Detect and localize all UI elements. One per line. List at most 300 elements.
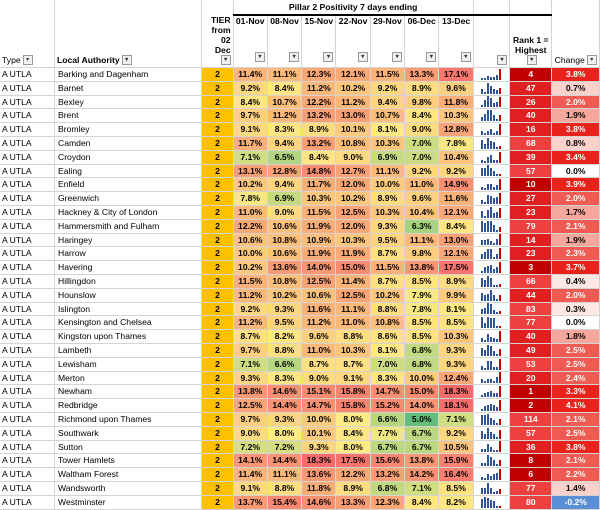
positivity-cell[interactable]: 18.1%: [439, 399, 473, 413]
positivity-cell[interactable]: 10.0%: [302, 412, 336, 426]
positivity-cell[interactable]: 11.1%: [370, 164, 404, 178]
sparkline-cell[interactable]: [473, 481, 509, 495]
positivity-cell[interactable]: 8.4%: [233, 95, 267, 109]
positivity-cell[interactable]: 15.6%: [370, 454, 404, 468]
positivity-cell[interactable]: 10.3%: [370, 205, 404, 219]
positivity-cell[interactable]: 10.2%: [370, 288, 404, 302]
positivity-cell[interactable]: 9.3%: [302, 440, 336, 454]
local-authority-cell[interactable]: Barnet: [54, 81, 201, 95]
positivity-cell[interactable]: 7.8%: [233, 192, 267, 206]
positivity-cell[interactable]: 8.0%: [336, 412, 370, 426]
type-cell[interactable]: A UTLA: [0, 426, 54, 440]
positivity-cell[interactable]: 8.3%: [267, 123, 301, 137]
positivity-cell[interactable]: 12.7%: [336, 164, 370, 178]
positivity-cell[interactable]: 11.1%: [336, 302, 370, 316]
change-header[interactable]: [552, 15, 600, 68]
rank-cell[interactable]: 114: [510, 412, 552, 426]
sparkline-cell[interactable]: [473, 371, 509, 385]
type-cell[interactable]: A UTLA: [0, 123, 54, 137]
positivity-cell[interactable]: 11.9%: [336, 247, 370, 261]
positivity-cell[interactable]: 8.2%: [267, 330, 301, 344]
filter-dropdown-icon[interactable]: ▾: [323, 52, 333, 62]
positivity-cell[interactable]: 11.2%: [233, 288, 267, 302]
sparkline-cell[interactable]: [473, 385, 509, 399]
positivity-cell[interactable]: 9.4%: [267, 136, 301, 150]
positivity-cell[interactable]: 6.6%: [370, 412, 404, 426]
sparkline-cell[interactable]: [473, 136, 509, 150]
rank-cell[interactable]: 57: [510, 164, 552, 178]
positivity-cell[interactable]: 8.4%: [302, 150, 336, 164]
local-authority-cell[interactable]: Redbridge: [54, 399, 201, 413]
sparkline-cell[interactable]: [473, 357, 509, 371]
positivity-cell[interactable]: 8.3%: [267, 371, 301, 385]
rank-cell[interactable]: 16: [510, 123, 552, 137]
positivity-cell[interactable]: 14.6%: [302, 495, 336, 509]
tier-cell[interactable]: 2: [202, 150, 233, 164]
positivity-cell[interactable]: 11.8%: [302, 481, 336, 495]
positivity-cell[interactable]: 15.9%: [439, 454, 473, 468]
positivity-cell[interactable]: 10.8%: [267, 274, 301, 288]
positivity-cell[interactable]: 8.6%: [370, 330, 404, 344]
local-authority-cell[interactable]: Islington: [54, 302, 201, 316]
type-cell[interactable]: A UTLA: [0, 233, 54, 247]
positivity-cell[interactable]: 11.0%: [233, 205, 267, 219]
local-authority-cell[interactable]: Lewisham: [54, 357, 201, 371]
local-authority-cell[interactable]: Harrow: [54, 247, 201, 261]
tier-cell[interactable]: 2: [202, 164, 233, 178]
positivity-cell[interactable]: 11.4%: [336, 274, 370, 288]
positivity-cell[interactable]: 13.8%: [405, 261, 439, 275]
positivity-cell[interactable]: 14.9%: [439, 178, 473, 192]
sparkline-cell[interactable]: [473, 81, 509, 95]
positivity-cell[interactable]: 14.7%: [370, 385, 404, 399]
positivity-cell[interactable]: 12.5%: [336, 205, 370, 219]
positivity-cell[interactable]: 6.7%: [405, 440, 439, 454]
positivity-cell[interactable]: 12.3%: [302, 68, 336, 82]
tier-cell[interactable]: 2: [202, 399, 233, 413]
positivity-cell[interactable]: 10.6%: [267, 247, 301, 261]
positivity-cell[interactable]: 9.3%: [233, 371, 267, 385]
change-cell[interactable]: 0.7%: [552, 81, 600, 95]
positivity-cell[interactable]: 10.1%: [336, 123, 370, 137]
sparkline-cell[interactable]: [473, 440, 509, 454]
positivity-cell[interactable]: 14.4%: [267, 454, 301, 468]
local-authority-header[interactable]: [54, 15, 201, 68]
filter-dropdown-icon[interactable]: ▾: [426, 52, 436, 62]
rank-cell[interactable]: 14: [510, 233, 552, 247]
positivity-cell[interactable]: 8.7%: [370, 274, 404, 288]
positivity-cell[interactable]: 9.7%: [233, 343, 267, 357]
local-authority-cell[interactable]: Greenwich: [54, 192, 201, 206]
positivity-cell[interactable]: 11.1%: [267, 68, 301, 82]
local-authority-cell[interactable]: Hackney & City of London: [54, 205, 201, 219]
type-cell[interactable]: A UTLA: [0, 192, 54, 206]
change-cell[interactable]: 3.8%: [552, 440, 600, 454]
positivity-cell[interactable]: 8.8%: [370, 302, 404, 316]
positivity-cell[interactable]: 11.2%: [302, 81, 336, 95]
local-authority-cell[interactable]: Hounslow: [54, 288, 201, 302]
date-header-04[interactable]: [336, 15, 370, 68]
tier-cell[interactable]: 2: [202, 95, 233, 109]
rank-cell[interactable]: 44: [510, 288, 552, 302]
tier-cell[interactable]: 2: [202, 412, 233, 426]
type-cell[interactable]: A UTLA: [0, 440, 54, 454]
sparkline-cell[interactable]: [473, 330, 509, 344]
positivity-cell[interactable]: 14.1%: [233, 454, 267, 468]
positivity-cell[interactable]: 12.3%: [370, 495, 404, 509]
rank-cell[interactable]: 27: [510, 192, 552, 206]
positivity-cell[interactable]: 11.6%: [302, 302, 336, 316]
positivity-cell[interactable]: 13.3%: [336, 495, 370, 509]
change-cell[interactable]: 0.4%: [552, 274, 600, 288]
positivity-cell[interactable]: 10.4%: [439, 150, 473, 164]
positivity-cell[interactable]: 11.1%: [405, 233, 439, 247]
positivity-cell[interactable]: 10.3%: [439, 109, 473, 123]
rank-cell[interactable]: 20: [510, 371, 552, 385]
positivity-cell[interactable]: 9.6%: [439, 81, 473, 95]
sparkline-cell[interactable]: [473, 247, 509, 261]
sparkline-cell[interactable]: [473, 109, 509, 123]
tier-cell[interactable]: 2: [202, 481, 233, 495]
positivity-cell[interactable]: 9.4%: [267, 178, 301, 192]
positivity-cell[interactable]: 15.8%: [336, 385, 370, 399]
local-authority-cell[interactable]: Hammersmith and Fulham: [54, 219, 201, 233]
positivity-cell[interactable]: 9.3%: [439, 343, 473, 357]
positivity-cell[interactable]: 10.2%: [336, 81, 370, 95]
tier-cell[interactable]: 2: [202, 219, 233, 233]
positivity-cell[interactable]: 8.4%: [439, 219, 473, 233]
sparkline-cell[interactable]: [473, 123, 509, 137]
local-authority-cell[interactable]: Waltham Forest: [54, 468, 201, 482]
filter-dropdown-icon[interactable]: ▾: [392, 52, 402, 62]
positivity-cell[interactable]: 9.0%: [336, 150, 370, 164]
type-cell[interactable]: A UTLA: [0, 468, 54, 482]
change-cell[interactable]: 3.4%: [552, 150, 600, 164]
filter-dropdown-icon[interactable]: ▾: [358, 52, 368, 62]
sparkline-cell[interactable]: [473, 219, 509, 233]
type-cell[interactable]: A UTLA: [0, 316, 54, 330]
local-authority-cell[interactable]: Ealing: [54, 164, 201, 178]
change-cell[interactable]: 2.0%: [552, 288, 600, 302]
tier-cell[interactable]: 2: [202, 81, 233, 95]
type-cell[interactable]: A UTLA: [0, 385, 54, 399]
type-cell[interactable]: A UTLA: [0, 357, 54, 371]
sparkline-cell[interactable]: [473, 150, 509, 164]
local-authority-cell[interactable]: Newham: [54, 385, 201, 399]
positivity-cell[interactable]: 8.1%: [370, 123, 404, 137]
tier-cell[interactable]: 2: [202, 192, 233, 206]
positivity-cell[interactable]: 8.1%: [439, 302, 473, 316]
date-header-05[interactable]: [370, 15, 404, 68]
tier-cell[interactable]: 2: [202, 357, 233, 371]
change-cell[interactable]: 4.1%: [552, 399, 600, 413]
positivity-cell[interactable]: 11.9%: [302, 219, 336, 233]
change-cell[interactable]: 2.1%: [552, 454, 600, 468]
positivity-cell[interactable]: 8.8%: [267, 343, 301, 357]
filter-dropdown-icon[interactable]: ▾: [255, 52, 265, 62]
change-cell[interactable]: 0.8%: [552, 136, 600, 150]
change-cell[interactable]: 2.5%: [552, 343, 600, 357]
local-authority-cell[interactable]: Richmond upon Thames: [54, 412, 201, 426]
rank-cell[interactable]: 40: [510, 330, 552, 344]
positivity-cell[interactable]: 8.9%: [439, 274, 473, 288]
positivity-cell[interactable]: 12.8%: [267, 164, 301, 178]
positivity-cell[interactable]: 7.2%: [233, 440, 267, 454]
positivity-cell[interactable]: 8.7%: [302, 357, 336, 371]
tier-cell[interactable]: 2: [202, 178, 233, 192]
sparkline-cell[interactable]: [473, 412, 509, 426]
positivity-cell[interactable]: 11.8%: [439, 95, 473, 109]
tier-cell[interactable]: 2: [202, 68, 233, 82]
change-cell[interactable]: 2.1%: [552, 412, 600, 426]
positivity-cell[interactable]: 10.3%: [336, 343, 370, 357]
positivity-cell[interactable]: 6.9%: [370, 150, 404, 164]
rank-cell[interactable]: 1: [510, 385, 552, 399]
rank-cell[interactable]: 66: [510, 274, 552, 288]
positivity-cell[interactable]: 10.9%: [302, 233, 336, 247]
tier-cell[interactable]: 2: [202, 136, 233, 150]
sparkline-cell[interactable]: [473, 468, 509, 482]
positivity-cell[interactable]: 10.6%: [233, 233, 267, 247]
change-cell[interactable]: 2.1%: [552, 219, 600, 233]
local-authority-cell[interactable]: Barking and Dagenham: [54, 68, 201, 82]
positivity-cell[interactable]: 7.0%: [405, 150, 439, 164]
rank-cell[interactable]: 40: [510, 109, 552, 123]
positivity-cell[interactable]: 9.5%: [267, 316, 301, 330]
positivity-cell[interactable]: 18.3%: [302, 454, 336, 468]
sparkline-cell[interactable]: [473, 495, 509, 509]
sparkline-cell[interactable]: [473, 233, 509, 247]
positivity-cell[interactable]: 10.2%: [233, 261, 267, 275]
positivity-cell[interactable]: 10.2%: [233, 178, 267, 192]
rank-cell[interactable]: 83: [510, 302, 552, 316]
type-cell[interactable]: A UTLA: [0, 288, 54, 302]
positivity-cell[interactable]: 15.0%: [336, 261, 370, 275]
positivity-cell[interactable]: 7.0%: [405, 136, 439, 150]
positivity-cell[interactable]: 11.2%: [302, 316, 336, 330]
positivity-cell[interactable]: 9.6%: [405, 192, 439, 206]
positivity-cell[interactable]: 13.0%: [439, 233, 473, 247]
tier-cell[interactable]: 2: [202, 330, 233, 344]
change-cell[interactable]: 2.5%: [552, 357, 600, 371]
date-header-07[interactable]: [439, 15, 473, 68]
local-authority-cell[interactable]: Haringey: [54, 233, 201, 247]
local-authority-cell[interactable]: Camden: [54, 136, 201, 150]
positivity-cell[interactable]: 11.7%: [233, 136, 267, 150]
positivity-cell[interactable]: 8.5%: [405, 274, 439, 288]
sparkline-cell[interactable]: [473, 261, 509, 275]
positivity-cell[interactable]: 8.4%: [405, 495, 439, 509]
type-cell[interactable]: A UTLA: [0, 219, 54, 233]
positivity-cell[interactable]: 9.1%: [233, 481, 267, 495]
positivity-cell[interactable]: 12.5%: [336, 288, 370, 302]
type-cell[interactable]: A UTLA: [0, 454, 54, 468]
type-cell[interactable]: A UTLA: [0, 343, 54, 357]
change-cell[interactable]: 1.7%: [552, 205, 600, 219]
positivity-cell[interactable]: 13.1%: [233, 164, 267, 178]
tier-cell[interactable]: 2: [202, 109, 233, 123]
change-cell[interactable]: 2.3%: [552, 247, 600, 261]
rank-header[interactable]: [510, 15, 552, 68]
positivity-cell[interactable]: 9.2%: [405, 164, 439, 178]
local-authority-cell[interactable]: Kingston upon Thames: [54, 330, 201, 344]
positivity-cell[interactable]: 14.2%: [405, 468, 439, 482]
rank-cell[interactable]: 49: [510, 343, 552, 357]
rank-cell[interactable]: 57: [510, 426, 552, 440]
positivity-cell[interactable]: 9.2%: [439, 426, 473, 440]
local-authority-cell[interactable]: Bexley: [54, 95, 201, 109]
date-header-02[interactable]: [267, 15, 301, 68]
tier-cell[interactable]: 2: [202, 440, 233, 454]
positivity-cell[interactable]: 6.8%: [405, 357, 439, 371]
type-cell[interactable]: A UTLA: [0, 371, 54, 385]
positivity-cell[interactable]: 11.0%: [302, 343, 336, 357]
sparkline-cell[interactable]: [473, 288, 509, 302]
positivity-cell[interactable]: 15.8%: [336, 399, 370, 413]
sparkline-cell[interactable]: [473, 68, 509, 82]
positivity-cell[interactable]: 7.9%: [405, 288, 439, 302]
tier-cell[interactable]: 2: [202, 385, 233, 399]
date-header-01[interactable]: [233, 15, 267, 68]
positivity-cell[interactable]: 13.3%: [405, 68, 439, 82]
change-cell[interactable]: 3.9%: [552, 178, 600, 192]
positivity-cell[interactable]: 8.4%: [336, 426, 370, 440]
type-cell[interactable]: A UTLA: [0, 481, 54, 495]
change-cell[interactable]: 3.8%: [552, 123, 600, 137]
positivity-cell[interactable]: 13.2%: [370, 468, 404, 482]
positivity-cell[interactable]: 8.5%: [439, 481, 473, 495]
positivity-cell[interactable]: 11.4%: [233, 68, 267, 82]
type-cell[interactable]: A UTLA: [0, 330, 54, 344]
type-cell[interactable]: A UTLA: [0, 274, 54, 288]
change-cell[interactable]: 1.9%: [552, 109, 600, 123]
tier-cell[interactable]: 2: [202, 468, 233, 482]
sparkline-cell[interactable]: [473, 164, 509, 178]
positivity-cell[interactable]: 6.8%: [370, 481, 404, 495]
local-authority-cell[interactable]: Croydon: [54, 150, 201, 164]
positivity-cell[interactable]: 9.7%: [233, 109, 267, 123]
positivity-cell[interactable]: 11.5%: [302, 205, 336, 219]
tier-cell[interactable]: 2: [202, 371, 233, 385]
positivity-cell[interactable]: 10.6%: [302, 288, 336, 302]
positivity-cell[interactable]: 8.8%: [267, 481, 301, 495]
positivity-cell[interactable]: 12.0%: [336, 178, 370, 192]
positivity-cell[interactable]: 11.5%: [233, 274, 267, 288]
positivity-cell[interactable]: 10.7%: [370, 109, 404, 123]
filter-dropdown-icon[interactable]: ▾: [587, 55, 597, 65]
change-cell[interactable]: 1.8%: [552, 330, 600, 344]
tier-cell[interactable]: 2: [202, 247, 233, 261]
rank-cell[interactable]: 53: [510, 357, 552, 371]
positivity-cell[interactable]: 9.5%: [370, 233, 404, 247]
change-cell[interactable]: 0.0%: [552, 316, 600, 330]
positivity-cell[interactable]: 12.4%: [439, 371, 473, 385]
positivity-cell[interactable]: 10.1%: [302, 426, 336, 440]
positivity-cell[interactable]: 17.1%: [439, 68, 473, 82]
positivity-cell[interactable]: 6.3%: [405, 219, 439, 233]
positivity-cell[interactable]: 8.7%: [233, 330, 267, 344]
positivity-cell[interactable]: 8.9%: [302, 123, 336, 137]
positivity-cell[interactable]: 17.5%: [439, 261, 473, 275]
positivity-cell[interactable]: 10.2%: [267, 288, 301, 302]
positivity-cell[interactable]: 7.7%: [370, 426, 404, 440]
positivity-cell[interactable]: 11.0%: [336, 316, 370, 330]
sparkline-cell[interactable]: [473, 192, 509, 206]
positivity-cell[interactable]: 12.1%: [439, 247, 473, 261]
positivity-cell[interactable]: 10.8%: [370, 316, 404, 330]
positivity-cell[interactable]: 9.3%: [267, 412, 301, 426]
positivity-cell[interactable]: 12.0%: [336, 219, 370, 233]
local-authority-cell[interactable]: Southwark: [54, 426, 201, 440]
local-authority-cell[interactable]: Wandsworth: [54, 481, 201, 495]
positivity-cell[interactable]: 9.3%: [439, 357, 473, 371]
positivity-cell[interactable]: 7.1%: [233, 150, 267, 164]
positivity-cell[interactable]: 13.8%: [233, 385, 267, 399]
local-authority-cell[interactable]: Sutton: [54, 440, 201, 454]
positivity-cell[interactable]: 10.4%: [405, 205, 439, 219]
tier-cell[interactable]: 2: [202, 495, 233, 509]
positivity-cell[interactable]: 9.2%: [370, 81, 404, 95]
positivity-cell[interactable]: 12.5%: [302, 274, 336, 288]
tier-cell[interactable]: 2: [202, 288, 233, 302]
positivity-cell[interactable]: 10.8%: [267, 233, 301, 247]
filter-dropdown-icon[interactable]: ▾: [527, 55, 537, 65]
positivity-cell[interactable]: 10.3%: [370, 136, 404, 150]
positivity-cell[interactable]: 10.3%: [439, 330, 473, 344]
local-authority-cell[interactable]: Merton: [54, 371, 201, 385]
type-cell[interactable]: A UTLA: [0, 261, 54, 275]
positivity-cell[interactable]: 11.9%: [302, 247, 336, 261]
positivity-cell[interactable]: 14.0%: [302, 261, 336, 275]
type-cell[interactable]: A UTLA: [0, 302, 54, 316]
sparkline-cell[interactable]: [473, 454, 509, 468]
positivity-cell[interactable]: 9.0%: [302, 371, 336, 385]
positivity-cell[interactable]: 9.2%: [233, 302, 267, 316]
positivity-cell[interactable]: 8.2%: [439, 495, 473, 509]
type-cell[interactable]: A UTLA: [0, 495, 54, 509]
positivity-cell[interactable]: 10.3%: [302, 192, 336, 206]
positivity-cell[interactable]: 11.5%: [370, 68, 404, 82]
positivity-cell[interactable]: 8.9%: [405, 81, 439, 95]
type-cell[interactable]: A UTLA: [0, 150, 54, 164]
sparkline-cell[interactable]: [473, 178, 509, 192]
positivity-cell[interactable]: 10.0%: [233, 247, 267, 261]
positivity-cell[interactable]: 8.5%: [405, 330, 439, 344]
positivity-cell[interactable]: 11.2%: [233, 316, 267, 330]
positivity-cell[interactable]: 8.4%: [405, 109, 439, 123]
tier-cell[interactable]: 2: [202, 123, 233, 137]
positivity-cell[interactable]: 13.2%: [302, 136, 336, 150]
positivity-cell[interactable]: 12.1%: [336, 68, 370, 82]
tier-cell[interactable]: 2: [202, 316, 233, 330]
positivity-cell[interactable]: 14.6%: [267, 385, 301, 399]
positivity-cell[interactable]: 8.0%: [267, 426, 301, 440]
positivity-cell[interactable]: 6.9%: [267, 192, 301, 206]
type-cell[interactable]: A UTLA: [0, 178, 54, 192]
change-cell[interactable]: 0.0%: [552, 164, 600, 178]
rank-cell[interactable]: 79: [510, 219, 552, 233]
positivity-cell[interactable]: 9.2%: [233, 81, 267, 95]
tier-cell[interactable]: 2: [202, 426, 233, 440]
positivity-cell[interactable]: 10.8%: [336, 136, 370, 150]
rank-cell[interactable]: 23: [510, 247, 552, 261]
positivity-cell[interactable]: 9.2%: [439, 164, 473, 178]
positivity-cell[interactable]: 9.0%: [233, 426, 267, 440]
positivity-cell[interactable]: 9.8%: [405, 95, 439, 109]
positivity-cell[interactable]: 10.6%: [267, 219, 301, 233]
positivity-cell[interactable]: 6.7%: [405, 426, 439, 440]
positivity-cell[interactable]: 13.6%: [302, 468, 336, 482]
